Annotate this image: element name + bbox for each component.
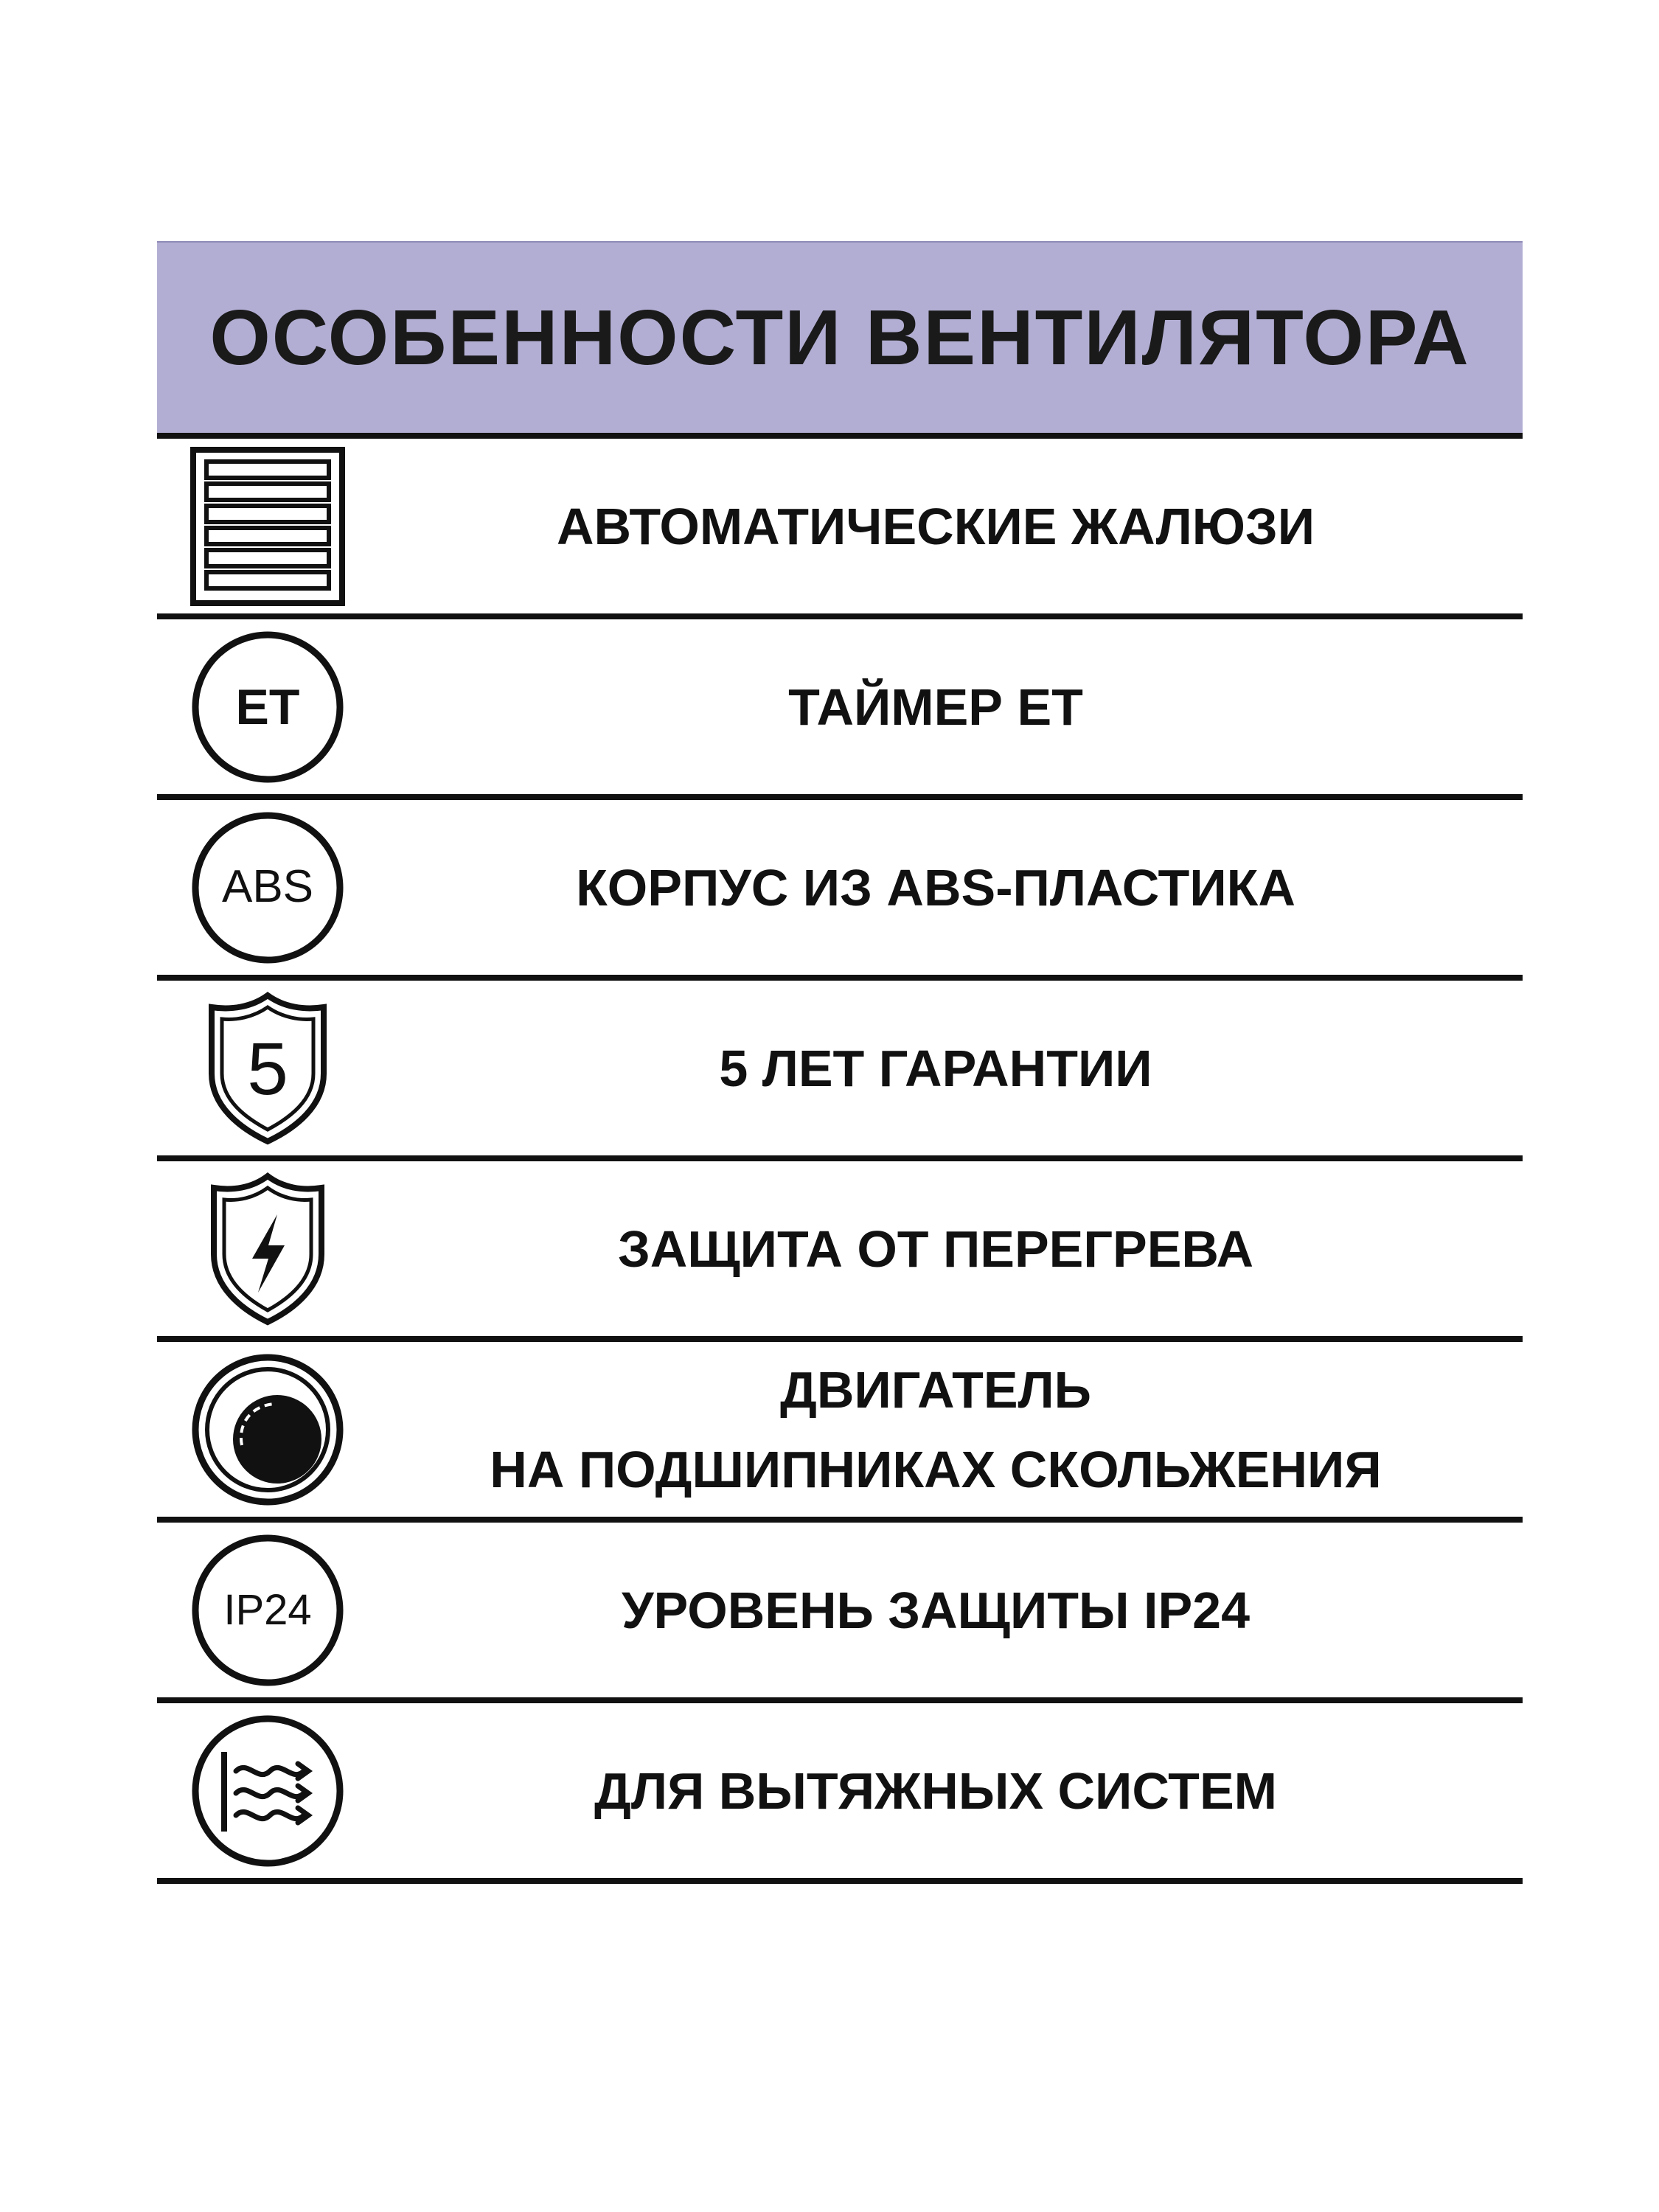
shield-five-icon [187,981,349,1155]
feature-label: ТАЙМЕР ET [788,678,1083,736]
feature-label-multiline [378,1342,1493,1517]
header-banner [157,241,1523,439]
feature-row-overheat [157,1161,1523,1342]
feature-row-bearing [157,1342,1523,1523]
feature-label: ДЛЯ ВЫТЯЖНЫХ СИСТЕМ [594,1761,1277,1820]
bearing-icon [187,1342,349,1517]
ip24-icon-text: IP24 [223,1585,312,1634]
page-title: ОСОБЕННОСТИ ВЕНТИЛЯТОРА [209,293,1470,381]
ip24-icon [187,1523,349,1697]
et-icon-text: ET [235,678,300,735]
feature-label: ЗАЩИТА ОТ ПЕРЕГРЕВА [617,1220,1254,1278]
feature-label-line2: НА ПОДШИПНИКАХ СКОЛЬЖЕНИЯ [490,1440,1382,1498]
abs-icon-text: ABS [221,860,314,912]
features-sheet [157,241,1523,1884]
feature-label: КОРПУС ИЗ ABS-ПЛАСТИКА [576,858,1295,917]
blinds-icon [187,439,349,613]
feature-row-warranty [157,981,1523,1161]
feature-row-exhaust [157,1703,1523,1884]
feature-row-abs [157,800,1523,981]
feature-row-timer [157,619,1523,800]
abs-icon [187,800,349,975]
airflow-icon [187,1703,349,1878]
feature-row-ip24 [157,1523,1523,1703]
feature-label: 5 ЛЕТ ГАРАНТИИ [719,1039,1152,1097]
feature-row-blinds [157,439,1523,619]
shield-lightning-icon [187,1161,349,1336]
feature-label-line1: ДВИГАТЕЛЬ [780,1360,1091,1419]
feature-label: УРОВЕНЬ ЗАЩИТЫ IP24 [621,1581,1251,1639]
feature-label: АВТОМАТИЧЕСКИЕ ЖАЛЮЗИ [556,497,1315,555]
et-timer-icon [187,619,349,794]
shield-number: 5 [247,1027,288,1110]
